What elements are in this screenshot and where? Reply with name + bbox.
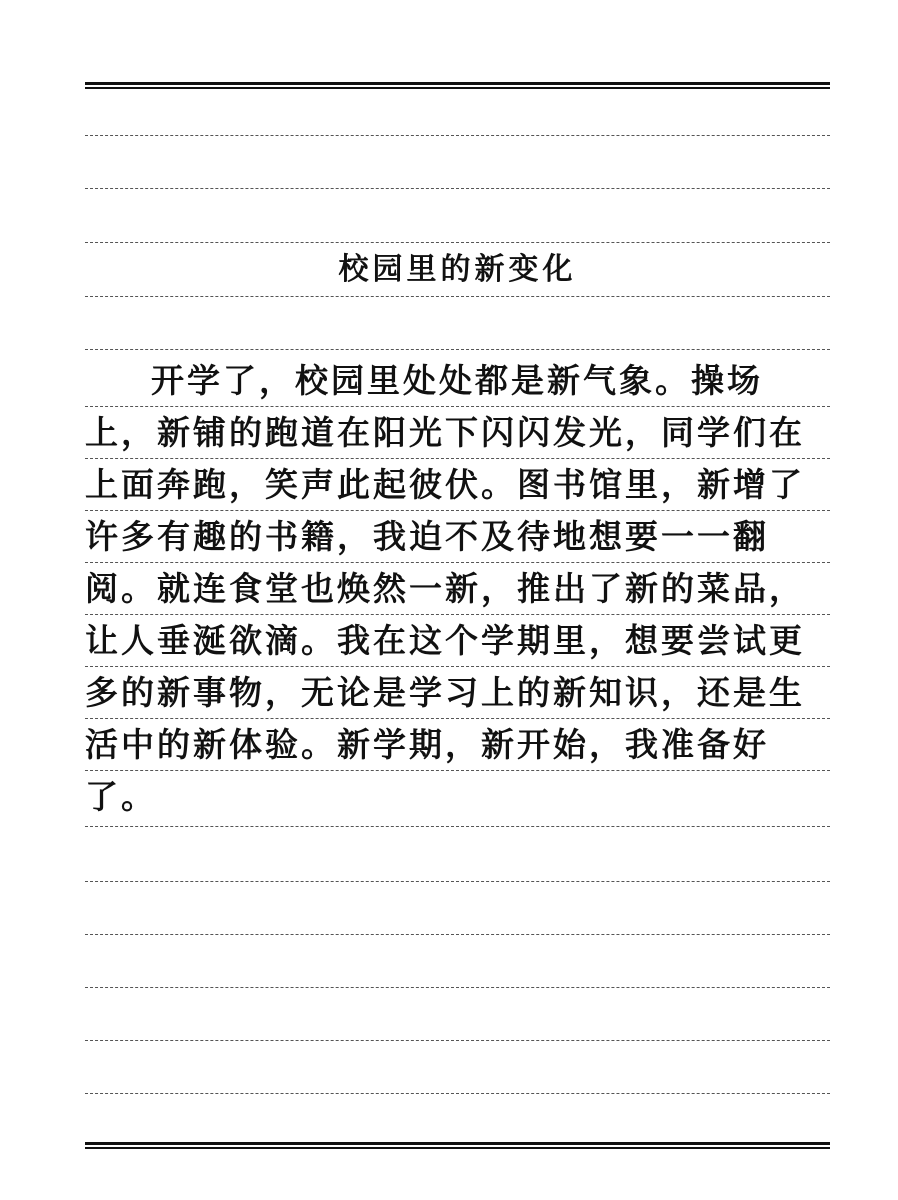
dashed-ruling-line: [85, 881, 830, 882]
dashed-ruling-line: [85, 296, 830, 297]
dashed-ruling-line: [85, 135, 830, 136]
essay-body: 开学了，校园里处处都是新气象。操场上，新铺的跑道在阳光下闪闪发光，同学们在上面奔跑，笑声此起彼伏。图书馆里，新增了许多有趣的书籍，我迫不及待地想要一一翻阅。就连食堂也焕然一新，推出了新的菜品，让人垂涎欲滴。我在这个学期里，想要尝试更多的新事物，无论是学习上的新知识，还是生活中的新体验。新学期，新开始，我准备好了。: [85, 361, 805, 816]
dashed-ruling-line: [85, 242, 830, 243]
dashed-ruling-line: [85, 349, 830, 350]
dashed-ruling-line: [85, 1040, 830, 1041]
essay-title: 校园里的新变化: [338, 252, 577, 287]
bottom-double-rule: [85, 1142, 830, 1149]
dashed-ruling-line: [85, 934, 830, 935]
dashed-ruling-line: [85, 188, 830, 189]
top-double-rule: [85, 82, 830, 89]
dashed-ruling-line: [85, 987, 830, 988]
dashed-ruling-line: [85, 1093, 830, 1094]
dashed-ruling-line: [85, 826, 830, 827]
